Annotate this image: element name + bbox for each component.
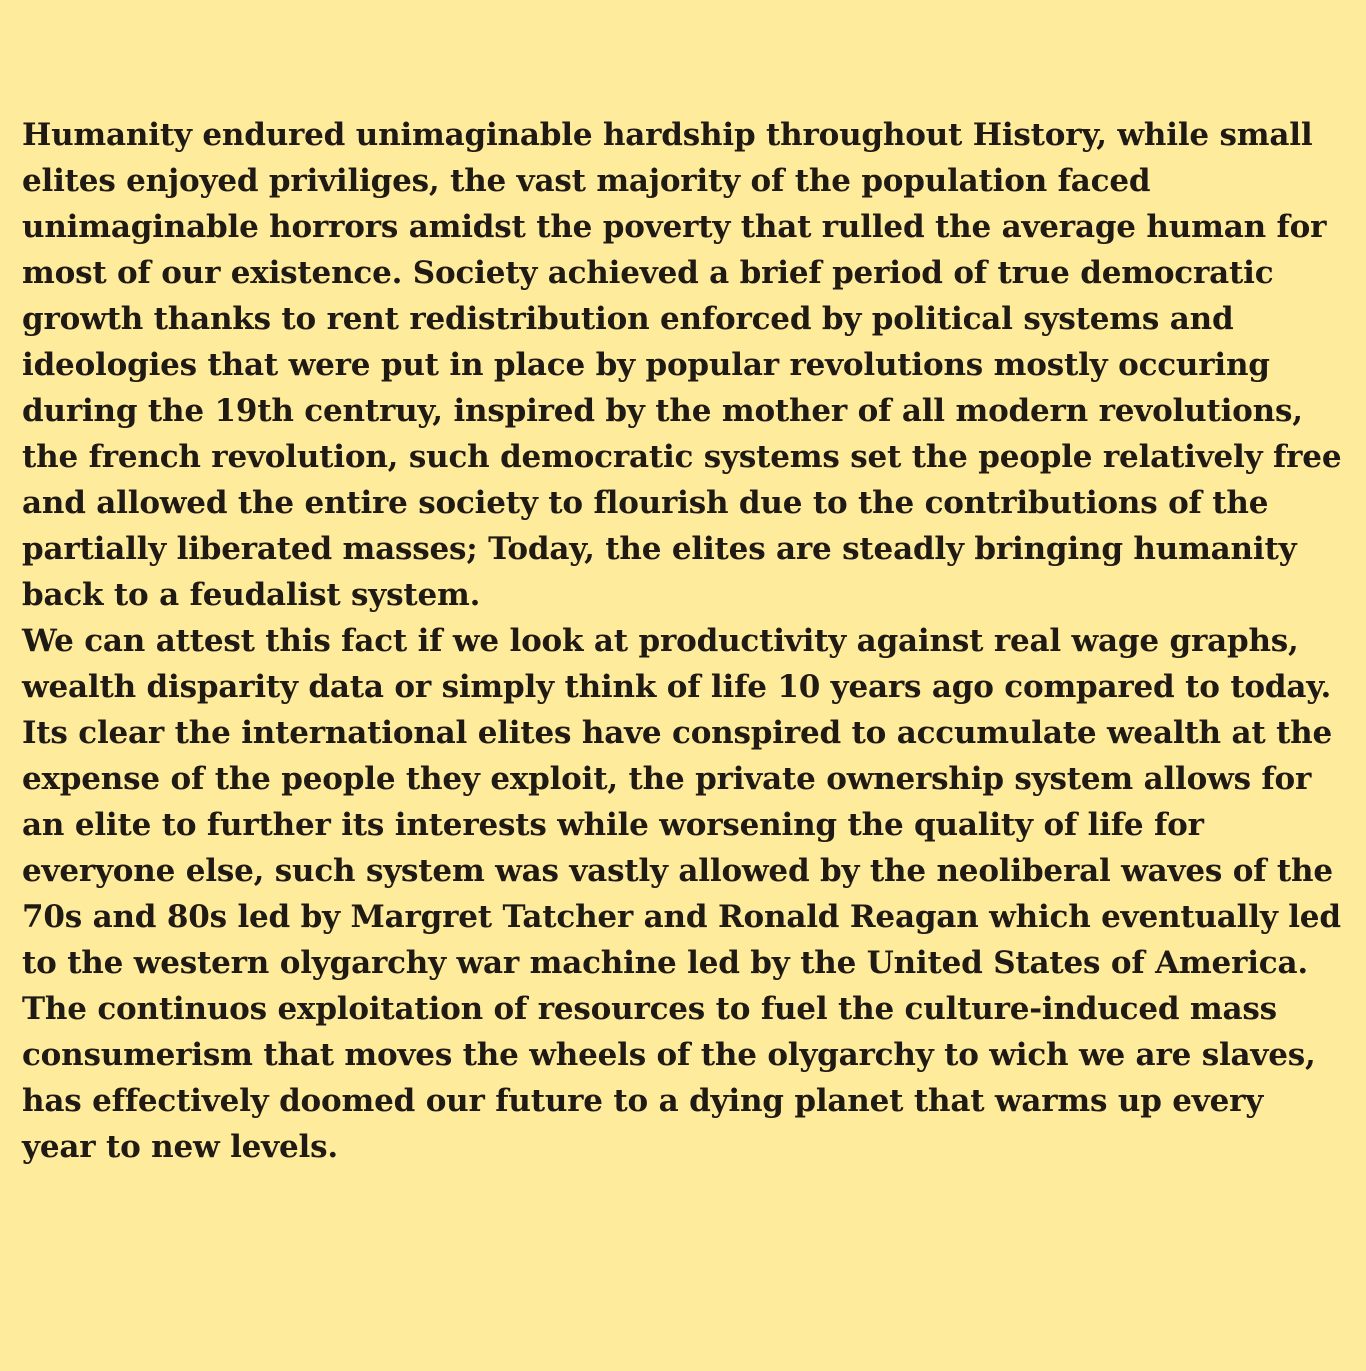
essay-line: during the 19th centruy, inspired by the mother of all modern revolutions, (22, 393, 1303, 429)
essay-line: an elite to further its interests while worsening the quality of life for (22, 807, 1204, 843)
essay-line: elites enjoyed priviliges, the vast majority of the population faced (22, 163, 1151, 199)
essay-line: everyone else, such system was vastly allowed by the neoliberal waves of the (22, 853, 1333, 889)
essay-line: We can attest this fact if we look at productivity against real wage graphs, (22, 623, 1299, 659)
essay-line: back to a feudalist system. (22, 577, 481, 613)
essay-line: to the western olygarchy war machine led by the United States of America. (22, 945, 1308, 981)
essay-line: Humanity endured unimaginable hardship throughout History, while small (22, 117, 1313, 153)
essay-line: consumerism that moves the wheels of the olygarchy to wich we are slaves, (22, 1037, 1316, 1073)
essay-line: year to new levels. (22, 1129, 338, 1165)
essay-line: and allowed the entire society to flourish due to the contributions of the (22, 485, 1269, 521)
essay-line: 70s and 80s led by Margret Tatcher and Ronald Reagan which eventually led (22, 899, 1341, 935)
essay-text (22, 112, 1352, 1170)
essay-line: has effectively doomed our future to a dying planet that warms up every (22, 1083, 1264, 1119)
essay-line: The continuos exploitation of resources to fuel the culture-induced mass (22, 991, 1277, 1027)
essay-line: the french revolution, such democratic systems set the people relatively free (22, 439, 1342, 475)
essay-line: most of our existence. Society achieved a brief period of true democratic (22, 255, 1274, 291)
essay-line: partially liberated masses; Today, the elites are steadly bringing humanity (22, 531, 1297, 567)
essay-line: unimaginable horrors amidst the poverty that rulled the average human for (22, 209, 1327, 245)
essay-line: wealth disparity data or simply think of life 10 years ago compared to today. (22, 669, 1332, 705)
essay-line: Its clear the international elites have conspired to accumulate wealth at the (22, 715, 1333, 751)
essay-line: growth thanks to rent redistribution enforced by political systems and (22, 301, 1234, 337)
essay-line: expense of the people they exploit, the private ownership system allows for (22, 761, 1312, 797)
essay-line: ideologies that were put in place by popular revolutions mostly occuring (22, 347, 1270, 383)
